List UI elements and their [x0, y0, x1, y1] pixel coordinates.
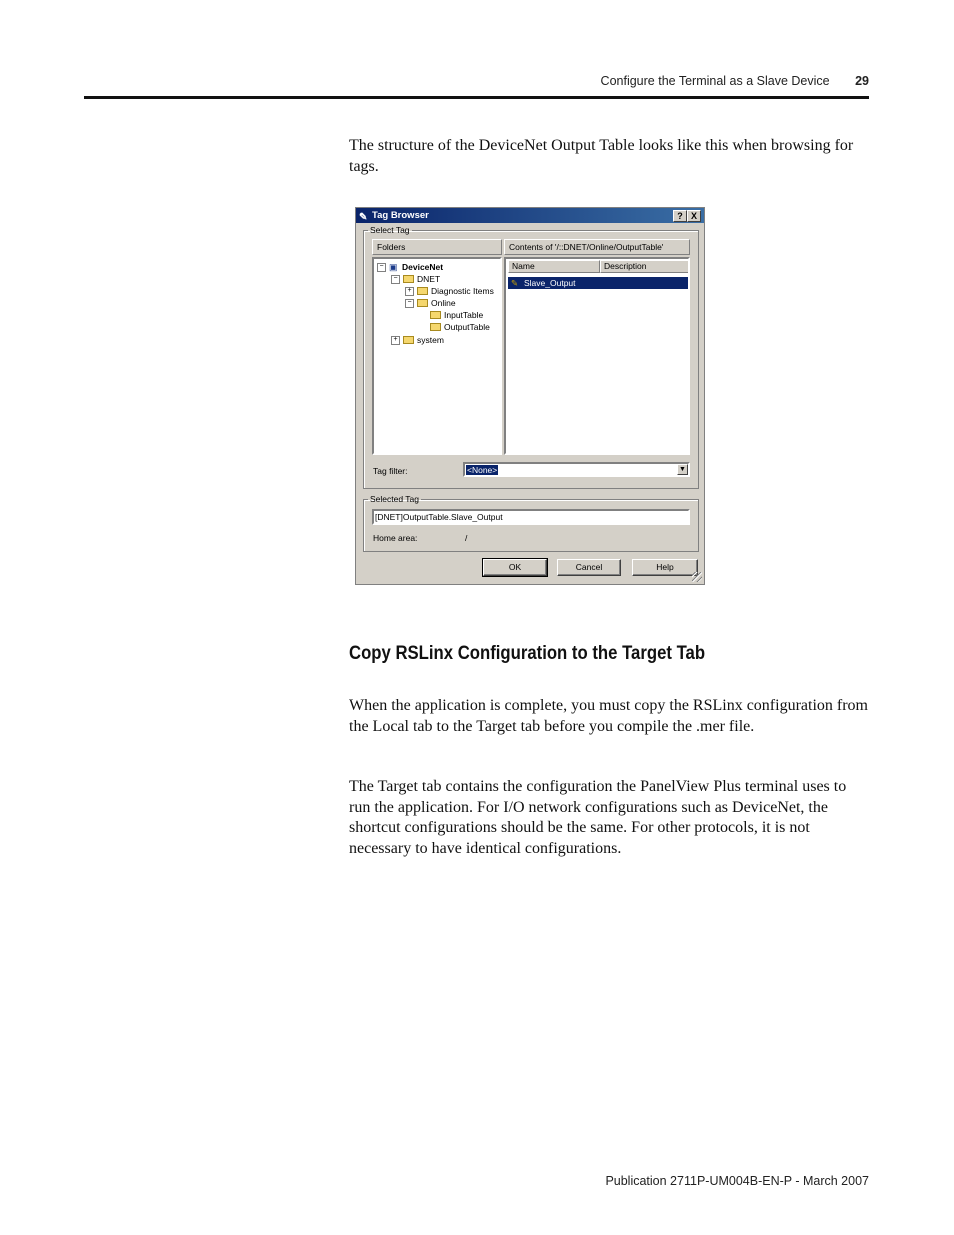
tag-browser-icon: ✎: [359, 212, 368, 223]
paragraph-1: When the application is complete, you must copy the RSLinx configuration from the Local tab to the Target tab before you compile the .mer file.: [349, 697, 868, 735]
selected-tag-input[interactable]: [DNET]OutputTable.Slave_Output: [372, 509, 690, 525]
expand-icon[interactable]: +: [391, 336, 400, 345]
tree-item-online[interactable]: − Online: [405, 297, 456, 309]
header-section-title: Configure the Terminal as a Slave Device: [600, 74, 830, 88]
contents-header: Contents of '/::DNET/Online/OutputTable': [504, 239, 690, 255]
tree-item-diagnostic-items[interactable]: + Diagnostic Items: [405, 285, 494, 297]
folder-icon: [417, 287, 428, 295]
tree-item-outputtable[interactable]: OutputTable: [430, 321, 490, 333]
help-icon[interactable]: ?: [673, 210, 687, 222]
folder-open-icon: [417, 299, 428, 307]
tree-item-devicenet[interactable]: − ▣ DeviceNet: [377, 261, 443, 273]
folder-icon: [430, 311, 441, 319]
folder-icon: [403, 275, 414, 283]
select-tag-legend: Select Tag: [370, 225, 410, 235]
tag-filter-label: Tag filter:: [373, 466, 408, 476]
expand-icon[interactable]: +: [405, 287, 414, 296]
tree-item-inputtable[interactable]: InputTable: [430, 309, 483, 321]
running-header: [601, 74, 869, 88]
chevron-down-icon[interactable]: ▼: [677, 464, 688, 475]
tree-item-system[interactable]: + system: [391, 334, 444, 346]
folders-header: Folders: [372, 239, 502, 255]
footer-publication: Publication 2711P-UM004B-EN-P - March 2007: [605, 1174, 869, 1188]
ok-button[interactable]: OK: [483, 559, 547, 576]
dialog-title: Tag Browser: [372, 210, 429, 221]
column-header-name[interactable]: Name: [508, 260, 600, 273]
tag-browser-dialog: [355, 207, 705, 585]
dialog-titlebar: [356, 208, 704, 223]
header-rule: [84, 96, 869, 99]
close-icon[interactable]: X: [687, 210, 701, 222]
tag-icon: ✎: [511, 278, 519, 288]
computer-icon: ▣: [389, 261, 398, 272]
list-item-slave-output[interactable]: ✎ Slave_Output: [508, 277, 690, 289]
tag-filter-select[interactable]: [463, 462, 690, 477]
help-button[interactable]: Help: [632, 559, 698, 576]
home-area-label: Home area:: [373, 533, 418, 543]
folder-open-icon: [430, 323, 441, 331]
contents-list[interactable]: [504, 257, 690, 455]
tag-filter-value: <None>: [467, 465, 498, 475]
home-area-value: /: [465, 533, 468, 543]
selected-tag-legend: Selected Tag: [370, 494, 419, 504]
collapse-icon[interactable]: −: [391, 275, 400, 284]
page-number: 29: [855, 74, 869, 88]
resize-grip-icon[interactable]: [692, 572, 702, 582]
section-heading: Copy RSLinx Configuration to the Target Tab: [349, 643, 706, 664]
folder-icon: [403, 336, 414, 344]
tree-item-dnet[interactable]: − DNET: [391, 273, 440, 285]
column-header-description[interactable]: Description: [600, 260, 690, 273]
paragraph-2: The Target tab contains the configuration the PanelView Plus terminal uses to run the application. For I/O network configurations such as DeviceNet, the shortcut configurations should be the same. For other protocols, it is not necessary to have identical configurations.: [349, 778, 847, 857]
cancel-button[interactable]: Cancel: [557, 559, 621, 576]
collapse-icon[interactable]: −: [377, 263, 386, 272]
folders-tree[interactable]: [372, 257, 502, 455]
intro-paragraph: The structure of the DeviceNet Output Table looks like this when browsing for tags.: [349, 137, 854, 175]
collapse-icon[interactable]: −: [405, 299, 414, 308]
